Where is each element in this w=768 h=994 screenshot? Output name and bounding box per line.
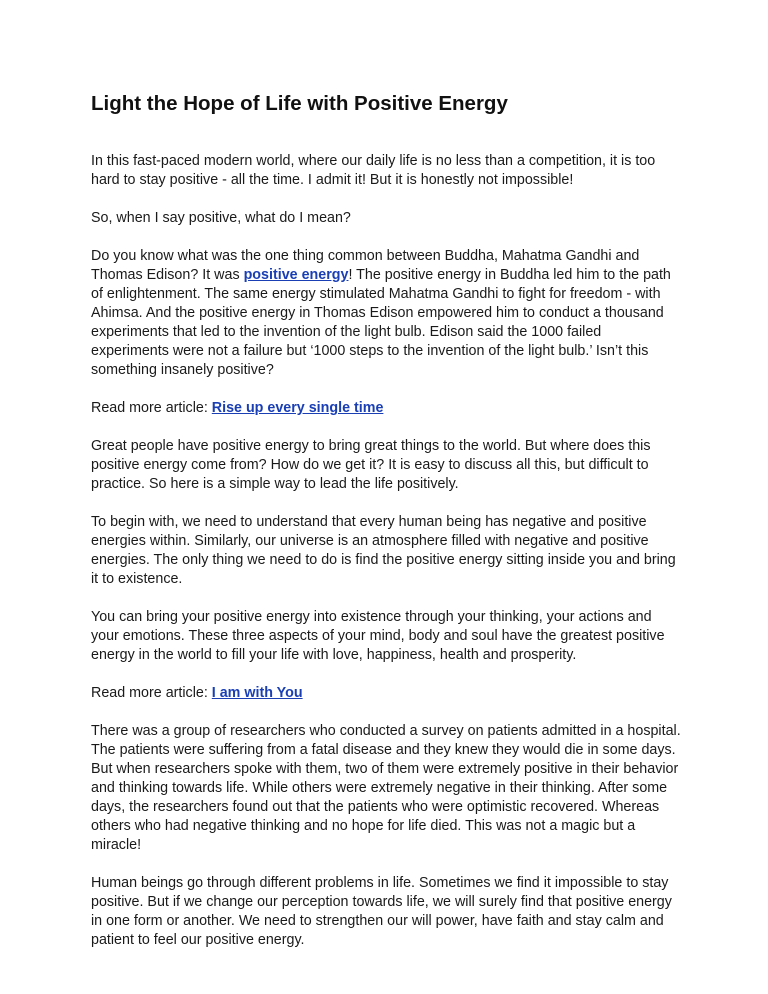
paragraph-text: Do you know what was the one thing common between Buddha, Mahatma Gandhi and Thomas Edison? It was — [91, 248, 640, 283]
paragraph-intro: In this fast-paced modern world, where our daily life is no less than a competition, it is too hard to stay positive - all the time. I admit it! But it is honestly not impossible! — [91, 153, 656, 188]
read-more-1 — [91, 399, 681, 418]
positive-energy-link[interactable]: positive energy — [243, 267, 349, 283]
page-title: Light the Hope of Life with Positive Energy — [91, 92, 508, 115]
rise-up-link[interactable]: Rise up every single time — [211, 400, 384, 416]
paragraph-question: So, when I say positive, what do I mean? — [91, 210, 351, 226]
paragraph-positive-energy — [91, 247, 681, 380]
paragraph-mind-body-soul: You can bring your positive energy into existence through your thinking, your actions and your emotions. These three aspects of your mind, body and soul have the greatest positive energy in the world to fill your life with love, happiness, health and prosperity. — [91, 609, 665, 663]
read-more-2 — [91, 684, 681, 703]
paragraph-energies: To begin with, we need to understand that every human being has negative and positive energies within. Similarly, our universe is an atmosphere filled with negative and positive energies. The only thing we need to do is find the positive energy sitting inside you and bring it to existence. — [91, 514, 676, 587]
i-am-with-you-link[interactable]: I am with You — [211, 685, 303, 701]
document-page — [91, 92, 681, 969]
paragraph-great-people: Great people have positive energy to bring great things to the world. But where does this positive energy come from? How do we get it? It is easy to discuss all this, but difficult to practice. So here is a simple way to lead the life positively. — [91, 438, 651, 492]
paragraph-researchers: There was a group of researchers who conducted a survey on patients admitted in a hospital. The patients were suffering from a fatal disease and they knew they would die in some days. But when researchers spoke with them, two of them were extremely positive in their behavior and thinking towards life. While others were extremely negative in their thinking. After some days, the researchers found out that the patients who were optimistic recovered. Whereas others who had negative thinking and no hope for life died. This was not a magic but a miracle! — [91, 723, 681, 853]
paragraph-text: ! The positive energy in Buddha led him to the path of enlightenment. The same energy stimulated Mahatma Gandhi to fight for freedom - with Ahimsa. And the positive energy in Thomas Edison empowered him to conduct a thousand experiments that led to the invention of the light bulb. Edison said the 1000 failed experiments were not a failure but ‘1000 steps to the invention of the light bulb.’ Isn’t this something insanely positive? — [91, 267, 671, 378]
read-more-label: Read more article: — [91, 685, 212, 701]
read-more-label: Read more article: — [91, 400, 212, 416]
paragraph-human-beings: Human beings go through different problems in life. Sometimes we find it impossible to stay positive. But if we change our perception towards life, we will surely find that positive energy in one form or another. We need to strengthen our will power, have faith and stay calm and patient to feel our positive energy. — [91, 875, 672, 948]
